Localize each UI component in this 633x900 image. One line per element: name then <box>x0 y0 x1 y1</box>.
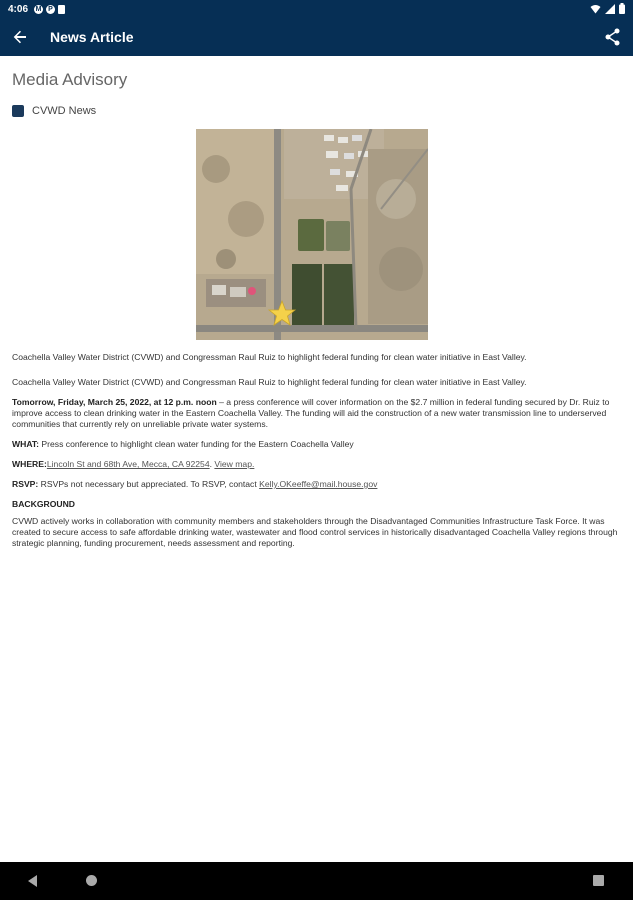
map-satellite-image <box>196 129 428 340</box>
recents-square-icon[interactable] <box>593 875 604 886</box>
what-label: WHAT: <box>12 439 40 449</box>
what-line <box>12 439 622 450</box>
back-button[interactable] <box>10 27 30 47</box>
what-text: Press conference to highlight clean water funding for the Eastern Coachella Valley <box>39 439 354 449</box>
category-color-swatch <box>12 105 24 117</box>
status-time: 4:06 <box>8 3 29 15</box>
article-lead <box>12 397 622 430</box>
clipboard-icon <box>58 5 65 14</box>
p-icon: P <box>46 5 55 14</box>
background-heading-text: BACKGROUND <box>12 499 76 509</box>
article-content <box>12 56 622 549</box>
share-button[interactable] <box>603 27 623 47</box>
status-system-icons <box>590 3 625 14</box>
gmail-icon: M <box>35 5 42 13</box>
view-map-link[interactable]: View map. <box>214 459 255 469</box>
where-label: WHERE: <box>12 459 47 469</box>
back-triangle-icon[interactable] <box>28 875 38 887</box>
wifi-icon <box>590 4 601 14</box>
background-heading <box>12 499 622 510</box>
satellite-map-graphic <box>196 129 428 340</box>
where-address-link[interactable]: Lincoln St and 68th Ave, Mecca, CA 92254 <box>46 459 210 469</box>
share-icon <box>603 27 623 47</box>
app-bar <box>0 18 633 56</box>
app-bar-title: News Article <box>50 29 134 45</box>
rsvp-text: RSVPs not necessary but appreciated. To RSVP, contact <box>38 479 260 489</box>
category-label: CVWD News <box>32 105 97 117</box>
rsvp-email-link[interactable]: Kelly.OKeeffe@mail.house.gov <box>259 479 378 489</box>
home-circle-icon[interactable] <box>86 875 97 886</box>
signal-icon <box>605 4 615 14</box>
battery-icon <box>619 3 625 14</box>
rsvp-line <box>12 479 622 490</box>
background-text: CVWD actively works in collaboration with community members and stakeholders through the Disadvantaged Communities Infrastructure Task Force. It was created to secure access to safe affordable drinking water, wastewater and flood control services in historically disadvantaged Coachella Valley regions through strategic planning, funding procurement, needs assessment and reporting. <box>12 516 618 548</box>
image-caption: Coachella Valley Water District (CVWD) and Congressman Raul Ruiz to highlight federal funding for clean water initiative in East Valley. <box>12 352 527 362</box>
article-title: Media Advisory <box>12 70 128 89</box>
status-notification-icons <box>34 5 65 14</box>
where-line <box>12 459 622 470</box>
system-nav-bar <box>0 862 633 900</box>
lead-text: – a press conference will cover information on the $2.7 million in federal funding secured by Dr. Ruiz to improve access to clean drinking water in the Eastern Coachella Valley. The funding will aid the construction of a new water transmission line to underserved communities that currently rely on unreliable private water systems. <box>12 397 610 429</box>
rsvp-label: RSVP: <box>12 479 39 489</box>
status-bar <box>0 0 633 18</box>
article-subhead: Coachella Valley Water District (CVWD) and Congressman Raul Ruiz to highlight federal funding for clean water initiative in East Valley. <box>12 377 527 387</box>
lead-date: Tomorrow, Friday, March 25, 2022, at 12 p.m. noon <box>12 397 217 407</box>
article-category[interactable] <box>12 105 622 117</box>
where-separator: . <box>209 459 215 469</box>
arrow-left-icon <box>13 30 27 44</box>
